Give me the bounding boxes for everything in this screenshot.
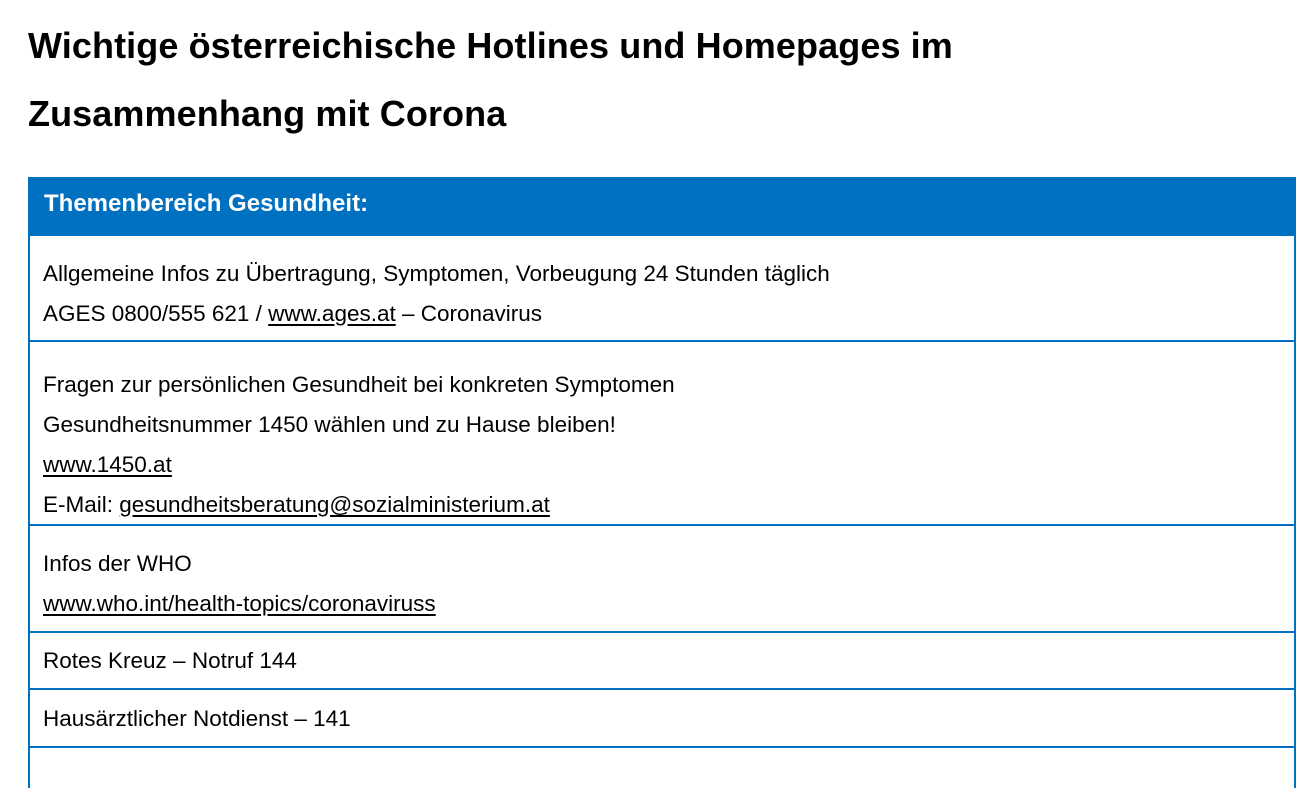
email-label: E-Mail: xyxy=(43,492,120,517)
title-line-1: Wichtige österreichische Hotlines und Homepages im xyxy=(28,25,953,66)
row-text: Fragen zur persönlichen Gesundheit bei konkreten Symptomen xyxy=(43,372,675,397)
ages-link[interactable]: www.ages.at xyxy=(268,301,396,326)
row-text: Gesundheitsnummer 1450 wählen und zu Hause bleiben! xyxy=(43,412,616,437)
row-text: Infos der WHO xyxy=(43,551,192,576)
row-text: Rotes Kreuz – Notruf 144 xyxy=(43,648,297,673)
page-title xyxy=(28,12,953,148)
row-link-line xyxy=(43,445,1294,485)
row-text: Allgemeine Infos zu Übertragung, Symptomen, Vorbeugung 24 Stunden täglich xyxy=(43,261,830,286)
row-contact-line xyxy=(43,294,1294,334)
title-line-2: Zusammenhang mit Corona xyxy=(28,93,507,134)
who-link[interactable]: www.who.int/health-topics/coronaviruss xyxy=(43,591,436,616)
table-row-partial xyxy=(30,748,1294,788)
table-row-red-cross xyxy=(30,633,1294,690)
table-row-doctor xyxy=(30,690,1294,748)
row-email-line xyxy=(43,485,1294,525)
link-suffix-text: – Coronavirus xyxy=(395,301,543,326)
phone-text: AGES 0800/555 621 / xyxy=(43,301,269,326)
row-link-line xyxy=(43,584,1294,624)
table-row-ages xyxy=(30,236,1294,342)
table-row-1450 xyxy=(30,342,1294,526)
email-link[interactable]: gesundheitsberatung@sozialministerium.at xyxy=(119,492,550,517)
hotline-table xyxy=(28,177,1296,788)
table-header: Themenbereich Gesundheit: xyxy=(30,177,1294,236)
row-text: Hausärztlicher Notdienst – 141 xyxy=(43,706,351,731)
1450-link[interactable]: www.1450.at xyxy=(43,452,172,477)
table-row-who xyxy=(30,526,1294,633)
